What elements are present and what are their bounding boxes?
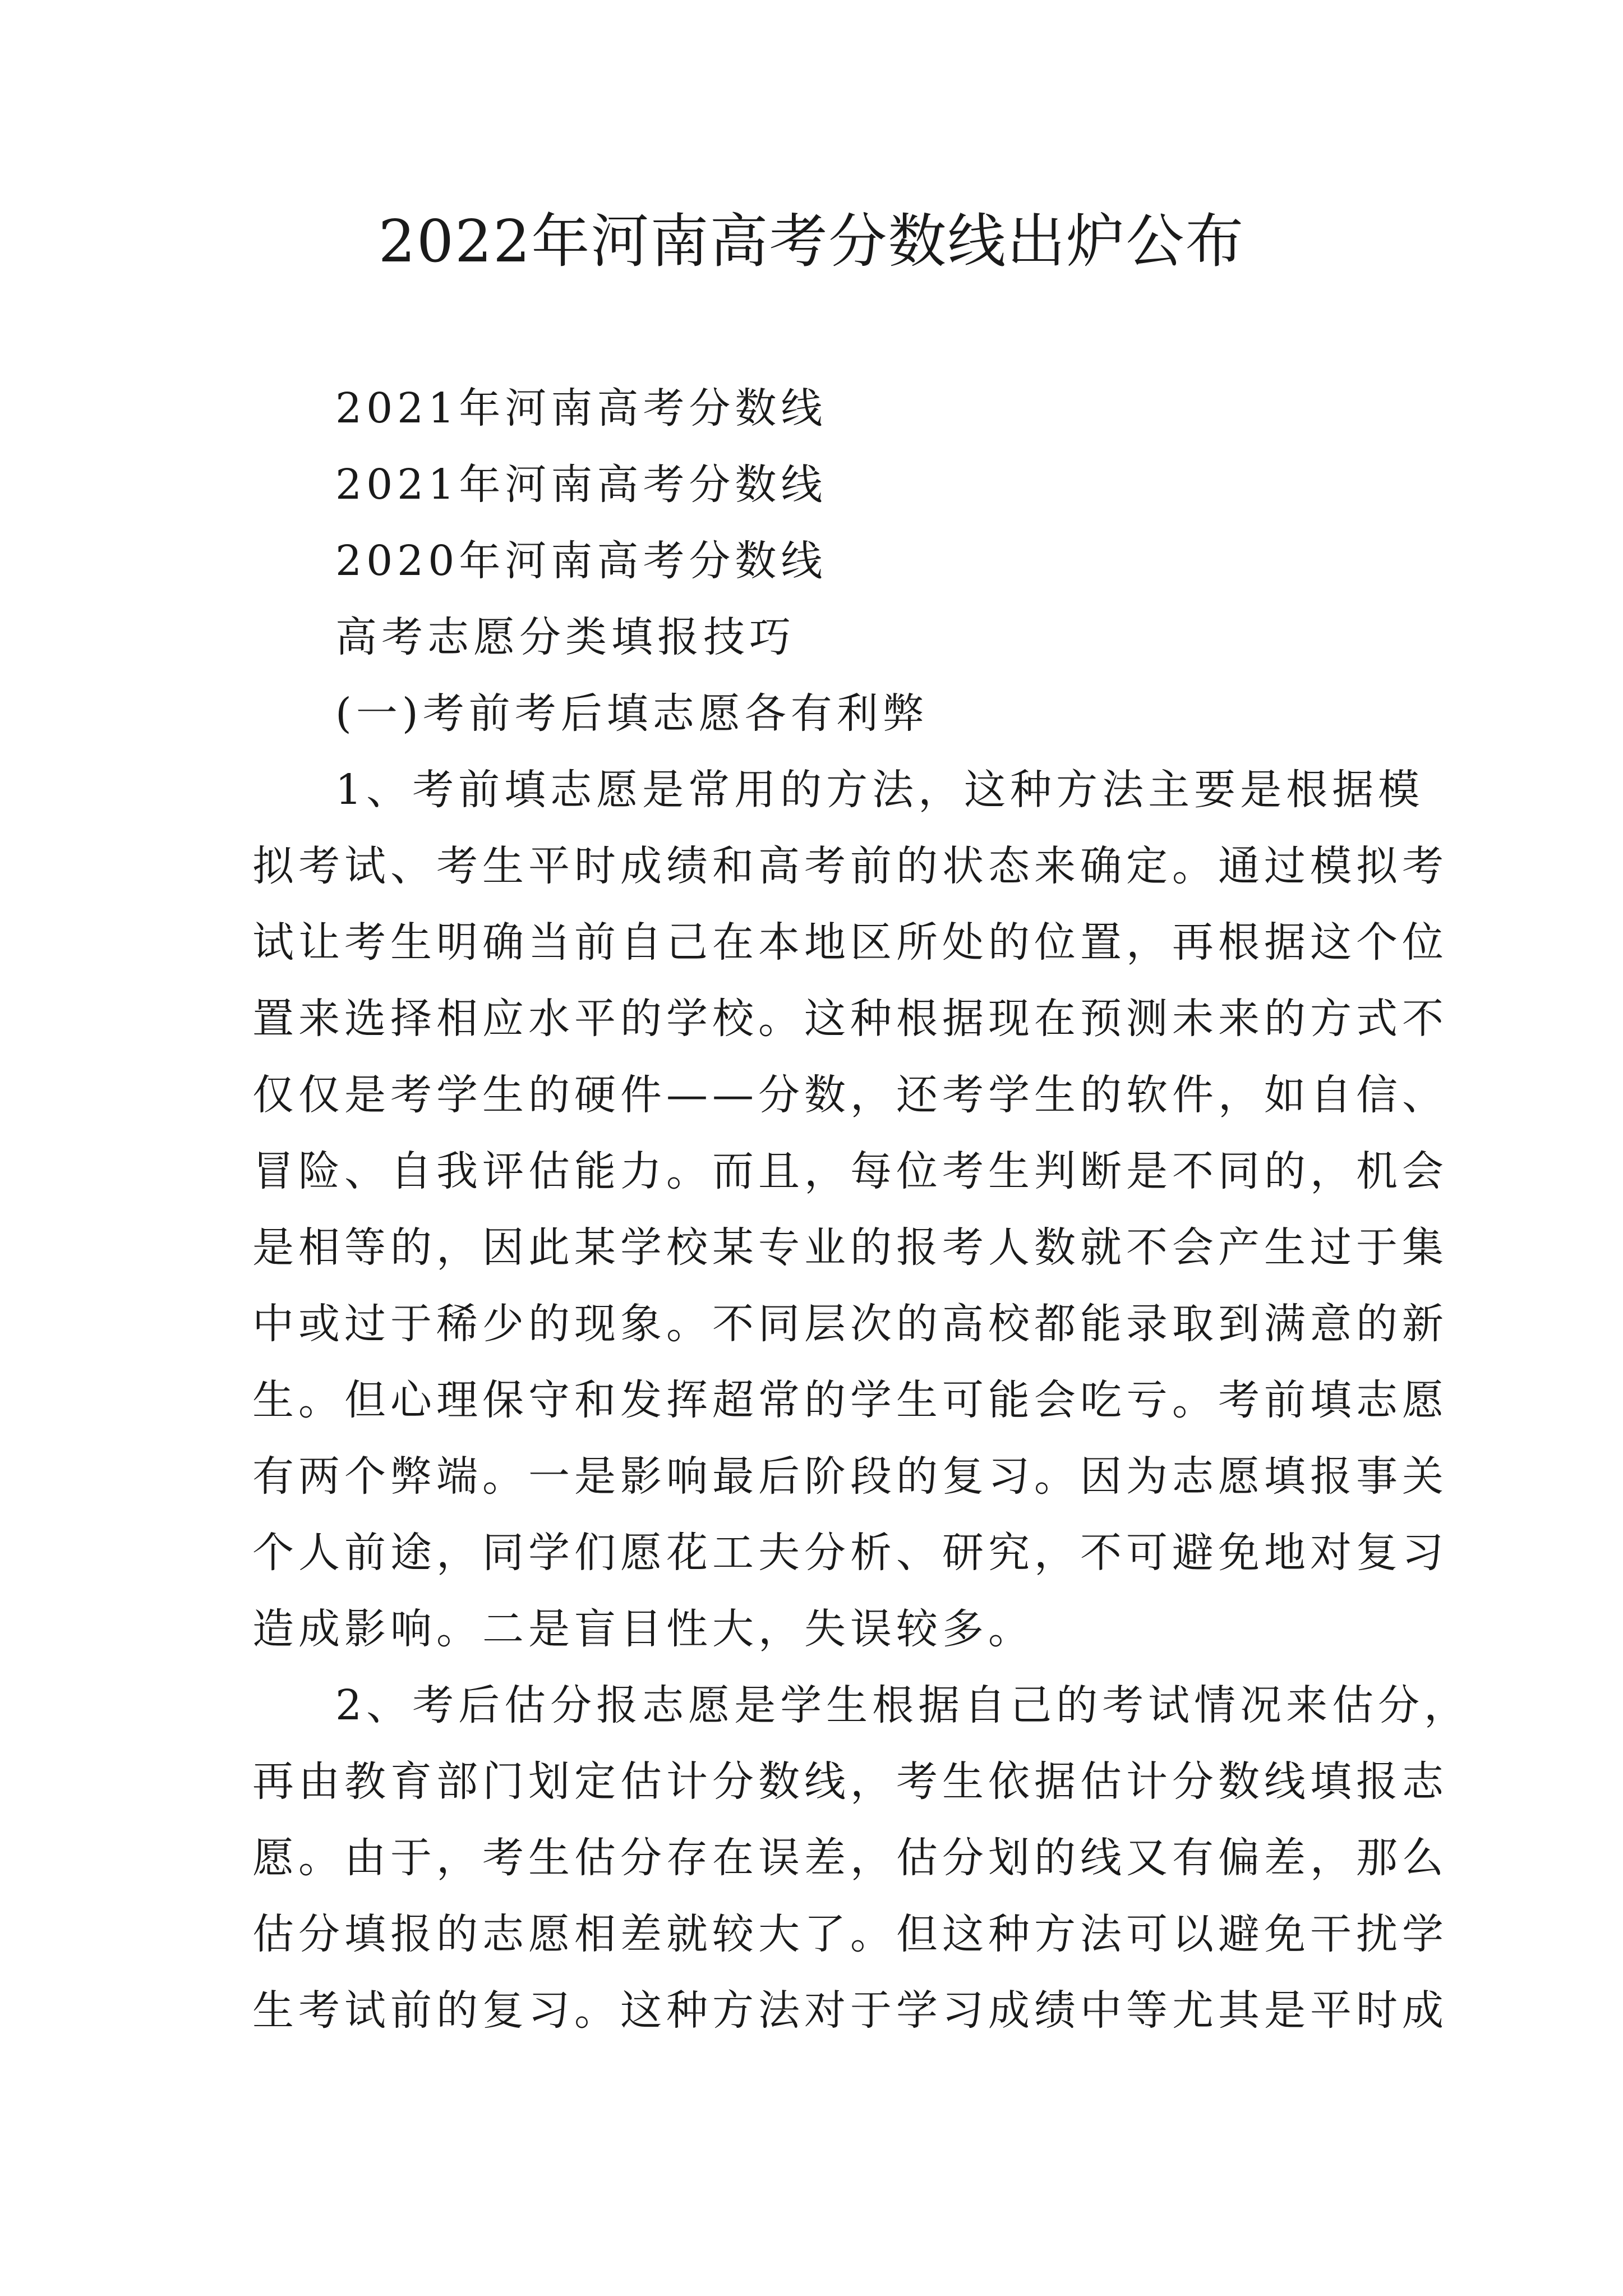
text-line: 再由教育部门划定估计分数线，考生依据估计分数线填报志 [252, 1757, 1448, 1806]
document-body [252, 370, 1470, 2049]
text-line: 冒险、自我评估能力。而且，每位考生判断是不同的，机会 [252, 1147, 1448, 1195]
text-line: 是相等的，因此某学校某专业的报考人数就不会产生过于集 [252, 1223, 1448, 1272]
text-line: 造成影响。二是盲目性大，失误较多。 [252, 1605, 1034, 1653]
text-line: 有两个弊端。一是影响最后阶段的复习。因为志愿填报事关 [252, 1452, 1448, 1501]
text-line: 估分填报的志愿相差就较大了。但这种方法可以避免干扰学 [252, 1910, 1448, 1958]
text-line: 拟考试、考生平时成绩和高考前的状态来确定。通过模拟考 [252, 842, 1448, 890]
text-line: 高考志愿分类填报技巧 [335, 613, 795, 661]
text-line: 个人前途，同学们愿花工夫分析、研究，不可避免地对复习 [252, 1529, 1448, 1577]
text-line: 2021年河南高考分数线 [335, 461, 827, 509]
text-line: 2021年河南高考分数线 [335, 384, 827, 432]
text-line: 中或过于稀少的现象。不同层次的高校都能录取到满意的新 [252, 1300, 1448, 1348]
text-line: 2020年河南高考分数线 [335, 537, 827, 585]
text-line: 试让考生明确当前自己在本地区所处的位置，再根据这个位 [252, 918, 1448, 967]
text-line: 生考试前的复习。这种方法对于学习成绩中等尤其是平时成 [252, 1986, 1448, 2035]
paragraph-start-line: 1、考前填志愿是常用的方法，这种方法主要是根据模 [335, 766, 1424, 814]
document-title: 2022年河南高考分数线出炉公布 [378, 207, 1245, 275]
text-line: 生。但心理保守和发挥超常的学生可能会吃亏。考前填志愿 [252, 1376, 1448, 1424]
text-line: 置来选择相应水平的学校。这种根据现在预测未来的方式不 [252, 995, 1448, 1043]
text-line: 愿。由于，考生估分存在误差，估分划的线又有偏差，那么 [252, 1834, 1448, 1882]
paragraph-start-line: 2、考后估分报志愿是学生根据自己的考试情况来估分， [335, 1681, 1470, 1729]
text-line: (一)考前考后填志愿各有利弊 [335, 689, 929, 738]
text-line: 仅仅是考学生的硬件——分数，还考学生的软件，如自信、 [252, 1071, 1448, 1119]
